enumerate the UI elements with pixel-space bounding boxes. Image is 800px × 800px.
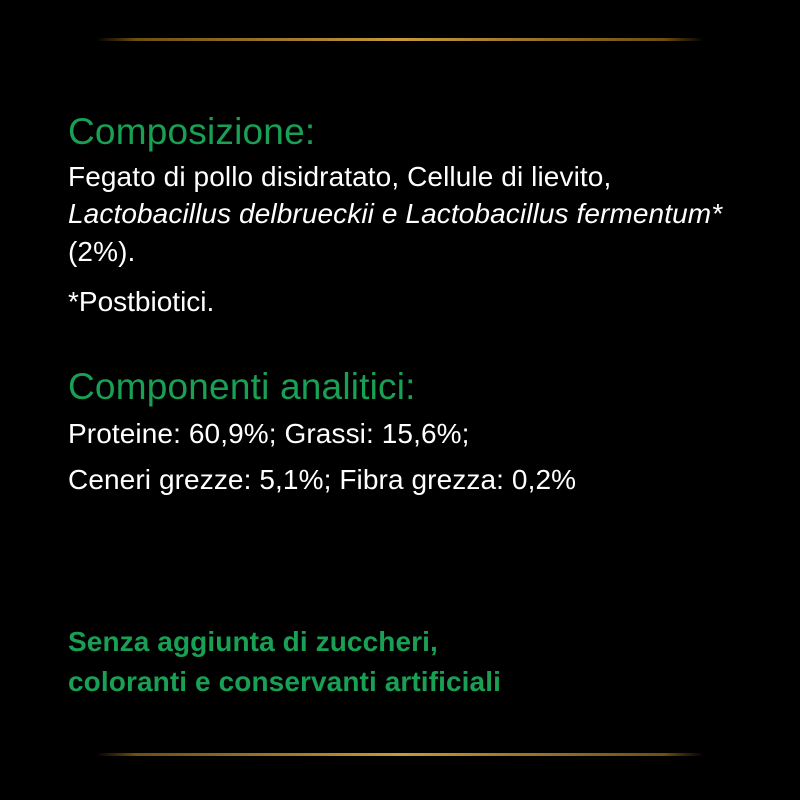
divider-top (0, 38, 800, 41)
divider-bottom (0, 753, 800, 756)
label-content (68, 110, 740, 500)
claim-line-1: Senza aggiunta di zuccheri, (68, 626, 438, 657)
analytical-block (68, 365, 740, 500)
analytical-line-1: Proteine: 60,9%; Grassi: 15,6%; (68, 418, 470, 450)
composition-text-part-1: Fegato di pollo disidratato, Cellule di lievito, (68, 160, 612, 192)
composition-footnote: *Postbiotici. (68, 286, 215, 318)
analytical-line-2: Ceneri grezze: 5,1%; Fibra grezza: 0,2% (68, 464, 577, 495)
composition-text-part-2: (2%). (68, 235, 136, 267)
composition-text (68, 158, 740, 271)
claim-block (68, 622, 740, 702)
composition-text-italic: Lactobacillus delbrueckii e Lactobacillus fermentum* (68, 198, 723, 230)
composition-heading: Composizione: (68, 111, 316, 152)
composition-block (68, 110, 740, 321)
analytical-heading: Componenti analitici: (68, 365, 416, 407)
claim-line-2: coloranti e conservanti artificiali (68, 665, 501, 697)
